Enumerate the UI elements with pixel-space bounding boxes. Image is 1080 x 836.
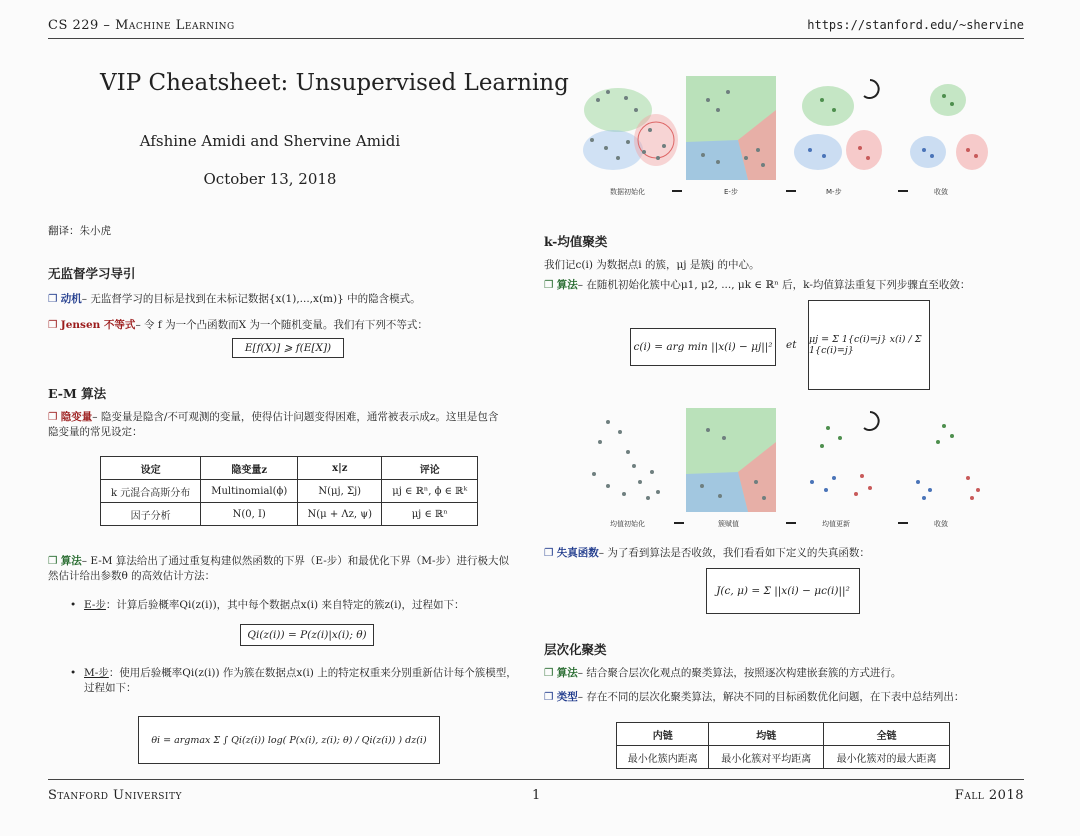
kmeans-panel-converge — [916, 424, 980, 500]
linkage-table — [616, 722, 950, 769]
mstep-label: M-步 — [84, 667, 109, 679]
translator: 翻译：朱小虎 — [48, 225, 111, 237]
section-title-intro: 无监督学习导引 — [48, 266, 136, 281]
header-course: CS 229 – Machine Learning — [48, 18, 235, 33]
kmeans-label-init: 均值初始化 — [610, 520, 645, 528]
footer-university: Stanford University — [48, 788, 182, 803]
kmeans-panel-init — [592, 420, 660, 500]
date: October 13, 2018 — [203, 170, 337, 188]
distortion-formula: J(c, μ) = Σ ||x(i) − μc(i)||² — [706, 568, 860, 614]
table-header: 内链 — [617, 723, 709, 746]
hier-types-term: 类型 — [556, 691, 578, 703]
kmeans-label-converge: 收敛 — [934, 520, 948, 528]
em-figure — [578, 70, 1024, 206]
table-row — [101, 503, 478, 526]
table-cell: 最小化簇对的最大距离 — [824, 746, 950, 769]
latent-para: ❐ 隐变量– 隐变量是隐含/不可观测的变量，使得估计问题变得困难，通常被表示成z。这里是包含 隐变量的常见设定： — [48, 411, 499, 438]
kmeans-algo-text: – 在随机初始化簇中心μ1, μ2, ..., μk ∈ ℝⁿ 后，k-均值算法重复下列步骤直至收敛： — [577, 279, 971, 291]
estep-item — [84, 598, 534, 613]
distortion-text: – 为了看到算法是否收敛，我们看看如下定义的失真函数： — [598, 547, 870, 559]
latent-table — [100, 456, 478, 526]
table-cell: N(0, I) — [201, 503, 298, 526]
table-header-row — [101, 457, 478, 480]
estep-label: E-步 — [84, 599, 106, 611]
estep-formula: Qi(z(i)) = P(z(i)|x(i); θ) — [240, 624, 374, 646]
table-header: 全链 — [824, 723, 950, 746]
table-header: 均链 — [709, 723, 824, 746]
table-cell: N(μ + Λz, ψ) — [298, 503, 382, 526]
kmeans-algo-term: 算法 — [556, 279, 578, 291]
page-footer — [48, 779, 1024, 804]
em-panel-init — [583, 88, 678, 170]
em-panel-estep — [686, 76, 776, 180]
em-panel-converge — [910, 84, 988, 170]
latent-term: 隐变量 — [60, 411, 93, 423]
kmeans-formula-mu: μj = Σ 1{c(i)=j} x(i) / Σ 1{c(i)=j} — [808, 300, 930, 390]
jensen-text: – 令 f 为一个凸函数而X 为一个随机变量。我们有下列不等式： — [135, 319, 428, 331]
em-label-mstep: M-步 — [826, 188, 842, 196]
header-url[interactable]: https://stanford.edu/~shervine — [807, 18, 1024, 32]
table-cell: μj ∈ ℝⁿ — [382, 503, 478, 526]
section-title-kmeans: k-均值聚类 — [544, 234, 608, 249]
kmeans-label-assign: 簇赋值 — [718, 520, 739, 528]
motivation-term: 动机 — [60, 293, 82, 305]
em-label-converge: 收敛 — [934, 188, 948, 196]
jensen-para: ❐ Jensen 不等式– 令 f 为一个凸函数而X 为一个随机变量。我们有下列不等式： — [48, 319, 428, 331]
table-header: x|z — [298, 457, 382, 480]
hier-algo-para: ❐ 算法– 结合聚合层次化观点的聚类算法，按照逐次构建嵌套簇的方式进行。 — [544, 667, 902, 679]
section-title-em: E-M 算法 — [48, 386, 107, 401]
mstep-item — [84, 666, 534, 696]
latent-text-1: – 隐变量是隐含/不可观测的变量，使得估计问题变得困难，通常被表示成z。这里是包含 — [92, 411, 499, 423]
page-title: VIP Cheatsheet: Unsupervised Learning — [100, 70, 569, 96]
hier-algo-term: 算法 — [556, 667, 578, 679]
kmeans-formula-and: et — [786, 339, 797, 351]
table-cell: 最小化簇对平均距离 — [709, 746, 824, 769]
motivation-text: – 无监督学习的目标是找到在未标记数据{x(1),...,x(m)} 中的隐含模式。 — [81, 293, 421, 305]
loop-arrow-icon — [864, 412, 879, 430]
table-row — [101, 480, 478, 503]
table-cell: 最小化簇内距离 — [617, 746, 709, 769]
loop-arrow-icon — [864, 80, 879, 98]
latent-text-2: 隐变量的常见设定： — [48, 426, 143, 438]
estep-text: ：计算后验概率Qi(z(i))，其中每个数据点x(i) 来自特定的簇z(i)，过程如下： — [105, 599, 465, 611]
mstep-formula: θi = argmax Σ ∫ Qi(z(i)) log( P(x(i), z(i); θ) / Qi(z(i)) ) dz(i) — [138, 716, 440, 764]
kmeans-formula-c: c(i) = arg min ||x(i) − μj||² — [630, 328, 776, 366]
page-number: 1 — [532, 788, 541, 803]
motivation-para: ❐ 动机– 无监督学习的目标是找到在未标记数据{x(1),...,x(m)} 中的隐含模式。 — [48, 293, 421, 305]
section-title-hier: 层次化聚类 — [544, 642, 607, 657]
kmeans-figure — [578, 402, 1024, 532]
distortion-para: ❐ 失真函数– 为了看到算法是否收敛，我们看看如下定义的失真函数： — [544, 547, 870, 559]
em-algo-text-1: – E-M 算法给出了通过重复构建似然函数的下界（E-步）和最优化下界（M-步）进行极大似 — [81, 555, 510, 567]
jensen-term: Jensen 不等式 — [60, 319, 136, 331]
table-header-row — [617, 723, 950, 746]
kmeans-intro: 我们记c(i) 为数据点i 的簇，μj 是簇j 的中心。 — [544, 259, 760, 271]
kmeans-panel-assign — [686, 408, 776, 512]
table-cell: Multinomial(ϕ) — [201, 480, 298, 503]
mstep-text-1: ：使用后验概率Qi(z(i)) 作为簇在数据点x(i) 上的特定权重来分别重新估计每个簇模型， — [108, 667, 517, 679]
kmeans-label-update: 均值更新 — [822, 520, 850, 528]
table-cell: N(μj, Σj) — [298, 480, 382, 503]
kmeans-algo-para: ❐ 算法– 在随机初始化簇中心μ1, μ2, ..., μk ∈ ℝⁿ 后，k-均值算法重复下列步骤直至收敛： — [544, 279, 971, 291]
hier-types-para: ❐ 类型– 存在不同的层次化聚类算法，解决不同的目标函数优化问题，在下表中总结列出： — [544, 691, 965, 703]
table-cell: k 元混合高斯分布 — [101, 480, 201, 503]
hier-algo-text: – 结合聚合层次化观点的聚类算法，按照逐次构建嵌套簇的方式进行。 — [577, 667, 902, 679]
table-header: 隐变量z — [201, 457, 298, 480]
em-label-estep: E-步 — [724, 188, 738, 196]
hier-types-text: – 存在不同的层次化聚类算法，解决不同的目标函数优化问题，在下表中总结列出： — [577, 691, 965, 703]
mstep-text-2: 过程如下： — [84, 682, 137, 694]
distortion-term: 失真函数 — [556, 547, 599, 559]
jensen-formula: E[f(X)] ⩾ f(E[X]) — [232, 338, 344, 358]
table-cell: μj ∈ ℝⁿ, ϕ ∈ ℝᵏ — [382, 480, 478, 503]
gaussian-blue — [583, 130, 643, 170]
footer-term: Fall 2018 — [954, 788, 1024, 803]
em-algo-text-2: 然估计给出参数θ 的高效估计方法： — [48, 570, 216, 582]
authors: Afshine Amidi and Shervine Amidi — [139, 132, 401, 150]
em-label-init: 数据初始化 — [610, 188, 645, 196]
page-header — [48, 18, 1024, 39]
em-algo-term: 算法 — [60, 555, 82, 567]
kmeans-panel-update — [810, 426, 872, 496]
table-row — [617, 746, 950, 769]
table-header: 评论 — [382, 457, 478, 480]
table-header: 设定 — [101, 457, 201, 480]
em-algo-para: ❐ 算法– E-M 算法给出了通过重复构建似然函数的下界（E-步）和最优化下界（M-步）进行极大似 然估计给出参数θ 的高效估计方法： — [48, 555, 510, 582]
table-cell: 因子分析 — [101, 503, 201, 526]
